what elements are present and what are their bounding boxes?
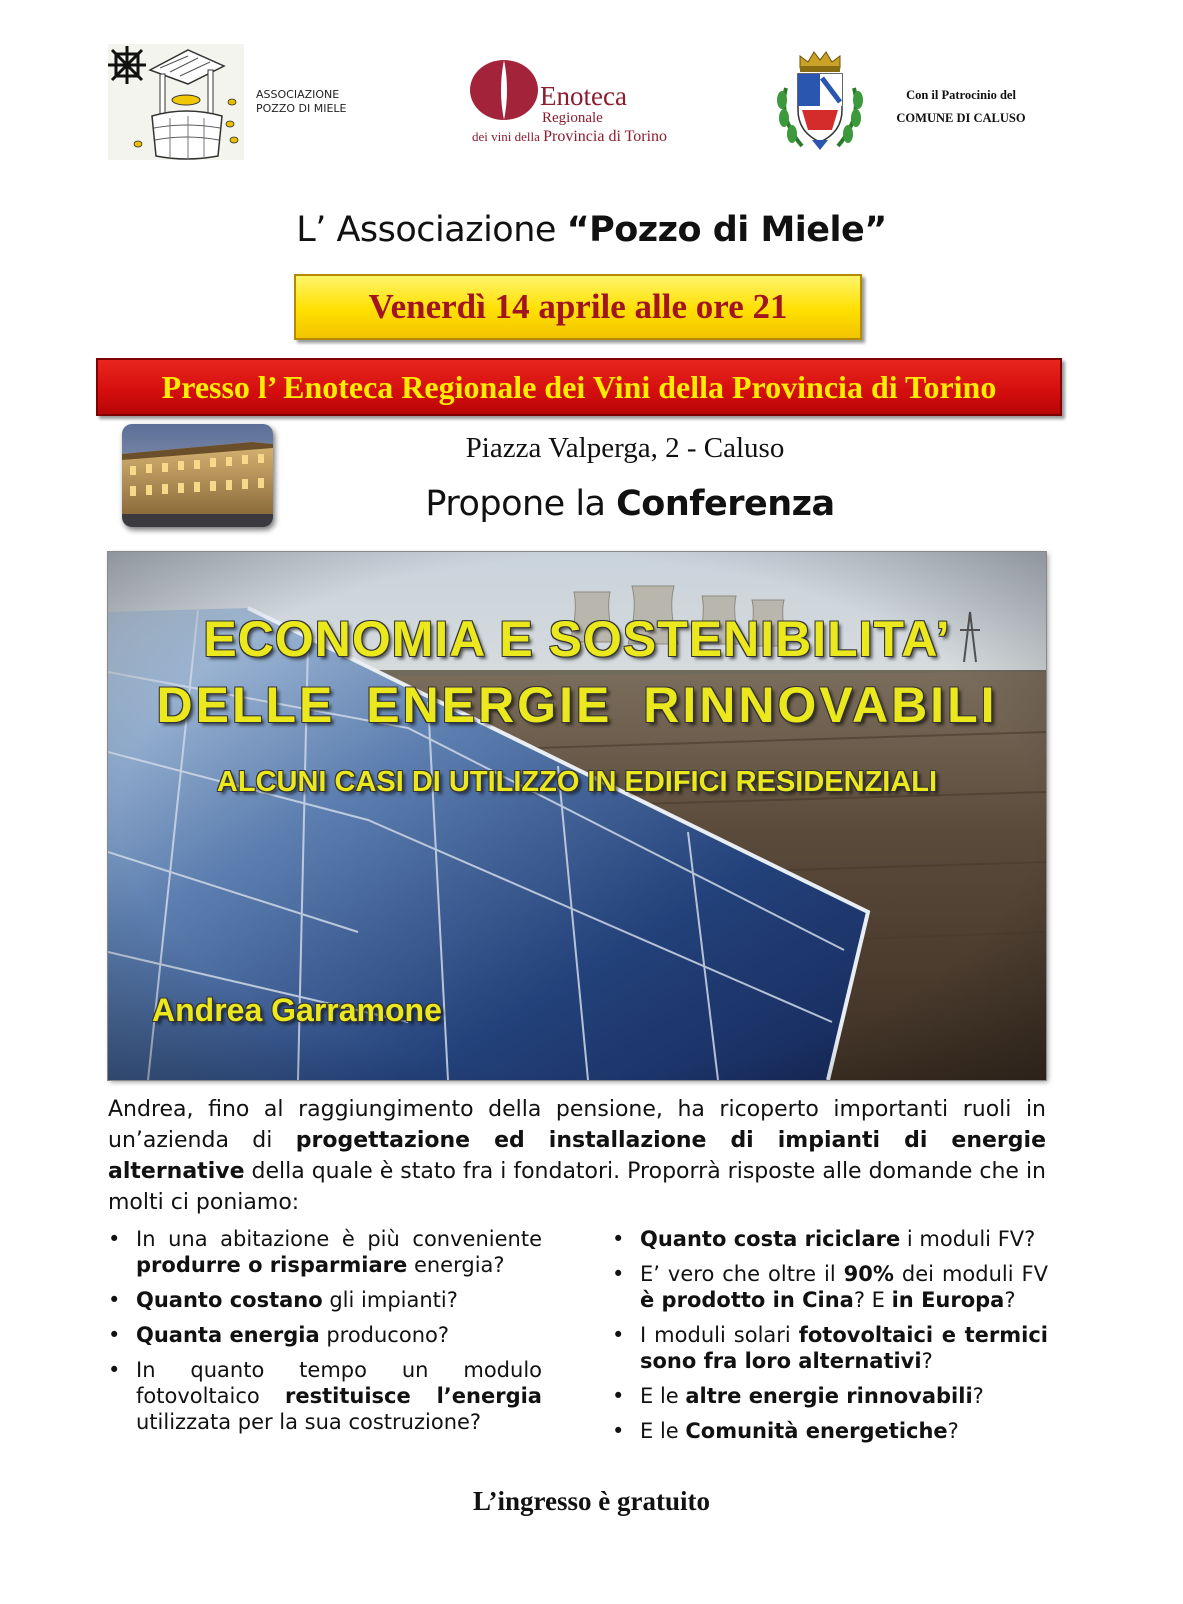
question-text: i moduli FV?: [900, 1227, 1036, 1251]
question-item: [612, 1322, 1048, 1374]
patronage-line1: Con il Patrocinio del: [906, 88, 1016, 102]
enoteca-subtitle: [472, 128, 667, 146]
event-date-text: Venerdì 14 aprile alle ore 21: [368, 287, 788, 326]
speaker-intro-part2: della quale è stato fra i fondatori. Proporrà risposte alle domande che in molti ci poniamo:: [108, 1159, 1046, 1215]
banner-subtitle: ALCUNI CASI DI UTILIZZO IN EDIFICI RESIDENZIALI: [216, 766, 938, 798]
venue-banner: [96, 358, 1062, 416]
question-highlight: restituisce l’energia: [285, 1384, 542, 1408]
question-highlight: Quanto costa riciclare: [640, 1227, 901, 1251]
question-text: E’ vero che oltre il: [640, 1262, 844, 1286]
enoteca-name-line2: Regionale: [542, 110, 603, 126]
enoteca-sub-a: dei vini: [472, 129, 512, 144]
question-item: [612, 1418, 1048, 1444]
speaker-intro-bold: progettazione ed installazione di impianti di energie alternative: [108, 1128, 1046, 1184]
question-text: producono?: [319, 1323, 450, 1347]
question-text: E le: [640, 1419, 686, 1443]
question-item: [108, 1226, 542, 1278]
question-item: [108, 1287, 542, 1313]
banner-title-line1: ECONOMIA E SOSTENIBILITA’: [203, 611, 951, 667]
question-text: ?: [1004, 1288, 1016, 1312]
banner-author: Andrea Garramone: [152, 992, 442, 1028]
association-title-prefix: L’ Associazione: [296, 210, 567, 250]
free-entry-notice: L’ingresso è gratuito: [472, 1486, 710, 1516]
conference-intro: [360, 484, 900, 524]
conference-intro-prefix: Propone la: [425, 484, 617, 524]
well-icon: [108, 44, 244, 160]
enoteca-name: [540, 82, 627, 126]
caluso-crest: [772, 48, 868, 154]
coat-of-arms-icon: [772, 48, 868, 154]
question-text: E le: [640, 1384, 686, 1408]
question-highlight: fotovoltaici e termici sono fra loro alternativi: [640, 1323, 1048, 1373]
question-text: In una abitazione è più conveniente: [136, 1227, 542, 1251]
building-photo-icon: [122, 424, 273, 527]
conference-intro-bold: Conferenza: [616, 484, 835, 524]
speaker-intro: [108, 1094, 1046, 1218]
question-highlight: 90%: [843, 1262, 894, 1286]
question-item: [612, 1383, 1048, 1409]
banner-title-line2: DELLE ENERGIE RINNOVABILI: [156, 677, 998, 733]
question-text: gli impianti?: [322, 1288, 458, 1312]
conference-banner: [108, 552, 1046, 1080]
question-highlight: Quanta energia: [136, 1323, 320, 1347]
question-text: ?: [972, 1384, 984, 1408]
association-name-line2: POZZO DI MIELE: [256, 102, 347, 115]
question-text: utilizzata per la sua costruzione?: [136, 1410, 482, 1434]
question-text: ?: [947, 1419, 959, 1443]
question-highlight: Comunità energetiche: [685, 1419, 948, 1443]
question-item: [612, 1226, 1048, 1252]
question-text: I moduli solari: [640, 1323, 799, 1347]
question-text: ? E: [853, 1288, 892, 1312]
enoteca-sub-b: della: [514, 129, 540, 144]
patronage-line2: COMUNE DI CALUSO: [896, 111, 1026, 125]
event-date-banner: [294, 274, 862, 340]
questions-right-column: [612, 1226, 1048, 1453]
question-item: [612, 1261, 1048, 1313]
venue-photo: [122, 424, 273, 527]
enoteca-name-line1: Enoteca: [540, 81, 627, 111]
association-name-line1: ASSOCIAZIONE: [256, 88, 340, 101]
enoteca-sub-c: Provincia di Torino: [543, 128, 668, 145]
questions-left-column: [108, 1226, 542, 1444]
question-item: [108, 1357, 542, 1435]
question-item: [108, 1322, 542, 1348]
speaker-intro-part1: Andrea, fino al raggiungimento della pensione, ha ricoperto importanti ruoli in un’azienda di: [108, 1097, 1046, 1153]
question-highlight: in Europa: [891, 1288, 1005, 1312]
question-text: dei moduli FV: [893, 1262, 1048, 1286]
question-text: ?: [921, 1349, 933, 1373]
question-text: In quanto tempo un modulo fotovoltaico: [136, 1358, 542, 1408]
venue-banner-text: Presso l’ Enoteca Regionale dei Vini della Provincia di Torino: [161, 368, 997, 405]
venue-address: Piazza Valperga, 2 - Caluso: [465, 432, 785, 464]
question-highlight: altre energie rinnovabili: [685, 1384, 973, 1408]
patronage-notice: [876, 84, 1046, 130]
question-highlight: è prodotto in Cina: [640, 1288, 854, 1312]
question-highlight: produrre o risparmiare: [136, 1253, 408, 1277]
association-title-name: “Pozzo di Miele”: [566, 210, 887, 250]
association-name: [256, 88, 366, 116]
pozzo-di-miele-logo: [108, 44, 244, 160]
association-title: [0, 210, 1183, 250]
question-highlight: Quanto costano: [136, 1288, 323, 1312]
question-text: energia?: [407, 1253, 505, 1277]
